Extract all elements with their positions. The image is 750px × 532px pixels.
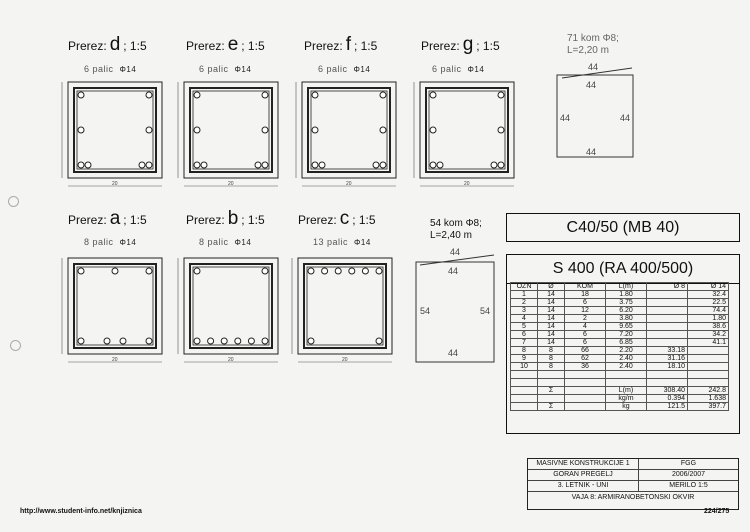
tb-level: 3. LETNIK - UNI (528, 481, 639, 491)
schedule-cell: 6.20 (606, 307, 647, 315)
rebar-bar (139, 162, 145, 168)
rebar-bar (78, 127, 84, 133)
section-title-b: Prerez: b ; 1:5 (186, 208, 265, 229)
schedule-cell: 3.75 (606, 299, 647, 307)
schedule-cell (606, 379, 647, 387)
rebar-bar (221, 338, 227, 344)
schedule-cell: 31.16 (647, 355, 688, 363)
rebar-bar (380, 127, 386, 133)
rebar-bar (430, 162, 436, 168)
schedule-cell (511, 395, 538, 403)
schedule-cell: 1.80 (606, 291, 647, 299)
rebar-bar (312, 127, 318, 133)
schedule-cell (688, 355, 729, 363)
schedule-cell (606, 371, 647, 379)
schedule-cell (647, 371, 688, 379)
schedule-cell (511, 387, 538, 395)
schedule-row (511, 299, 729, 307)
schedule-cell (688, 363, 729, 371)
schedule-cell: OZN (511, 283, 538, 291)
schedule-cell (647, 307, 688, 315)
rebar-bar (120, 338, 126, 344)
schedule-cell: 41.1 (688, 339, 729, 347)
schedule-cell (688, 347, 729, 355)
schedule-cell: 6 (565, 339, 606, 347)
schedule-cell: kg/m (606, 395, 647, 403)
rebar-bar (146, 162, 152, 168)
rebar-bar (491, 162, 497, 168)
rebar-bar (194, 92, 200, 98)
stirrup-line (426, 88, 508, 172)
schedule-cell: 2.40 (606, 355, 647, 363)
schedule-cell: 22.5 (688, 299, 729, 307)
schedule-cell: 1 (511, 291, 538, 299)
schedule-cell: 34.2 (688, 331, 729, 339)
footer-url[interactable]: http://www.student-info.net/knjiznica (20, 508, 142, 515)
tb-course: MASIVNE KONSTRUKCIJE 1 (528, 459, 639, 469)
schedule-cell (647, 331, 688, 339)
schedule-kg-per-m (511, 395, 729, 403)
rebar-bar (262, 162, 268, 168)
schedule-cell: 242.8 (688, 387, 729, 395)
rebar-bar (104, 338, 110, 344)
schedule-cell: 62 (565, 355, 606, 363)
rebar-bar (308, 338, 314, 344)
rebar-bar (208, 338, 214, 344)
rebar-bar (498, 162, 504, 168)
schedule-cell: 14 (538, 339, 565, 347)
section-title-d: Prerez: d ; 1:5 (68, 34, 147, 55)
schedule-cell (565, 379, 606, 387)
rebar-bar (235, 338, 241, 344)
bar-count-f: 6 palic Φ14 (318, 64, 371, 74)
schedule-cell (647, 323, 688, 331)
schedule-cell: 121.5 (647, 403, 688, 411)
schedule-row (511, 371, 729, 379)
schedule-cell: L(m) (606, 387, 647, 395)
rebar-bar (194, 338, 200, 344)
schedule-cell: Ø 8 (647, 283, 688, 291)
rebar-bar (201, 162, 207, 168)
schedule-cell (647, 379, 688, 387)
footer-page: 224/275 (704, 508, 730, 515)
schedule-header (511, 283, 729, 291)
schedule-cell (688, 379, 729, 387)
schedule-cell: Ø 14 (688, 283, 729, 291)
rebar-bar (112, 268, 118, 274)
schedule-cell: Σ (538, 403, 565, 411)
stirrup-line (77, 91, 153, 169)
schedule-cell: 9.65 (606, 323, 647, 331)
schedule-cell: 4 (565, 323, 606, 331)
schedule-cell: 9 (511, 355, 538, 363)
dimension-label: 20 (464, 181, 470, 187)
tb-author: GORAN PREGELJ (528, 470, 639, 480)
schedule-cell: 6 (565, 331, 606, 339)
schedule-cell: 6 (511, 331, 538, 339)
rebar-bar (437, 162, 443, 168)
bar-count-g: 6 palic Φ14 (432, 64, 485, 74)
schedule-cell: kg (606, 403, 647, 411)
rebar-bar (262, 268, 268, 274)
rebar-bar (308, 268, 314, 274)
rebar-bar (349, 268, 355, 274)
schedule-cell: 2 (565, 315, 606, 323)
section-title-f: Prerez: f ; 1:5 (304, 34, 378, 55)
bar-count-c: 13 palic Φ14 (313, 237, 371, 247)
rebar-bar (312, 162, 318, 168)
stirrup-line (308, 88, 390, 172)
rebar-bar (373, 162, 379, 168)
concrete-class: C40/50 (MB 40) (506, 213, 740, 242)
schedule-cell: 7 (511, 339, 538, 347)
schedule-cell (565, 371, 606, 379)
rebar-bar (262, 92, 268, 98)
schedule-cell: 8 (538, 347, 565, 355)
schedule-cell: 7.20 (606, 331, 647, 339)
schedule-cell (538, 371, 565, 379)
schedule-cell: 2.20 (606, 347, 647, 355)
stirrup-line (193, 91, 269, 169)
rebar-bar (262, 127, 268, 133)
rebar-bar (85, 162, 91, 168)
schedule-cell: L(m) (606, 283, 647, 291)
schedule-row (511, 355, 729, 363)
stirrup-line (429, 91, 505, 169)
schedule-sum-kg (511, 403, 729, 411)
schedule-cell (647, 291, 688, 299)
stirrup-bottom-top-dim: 44 (448, 266, 459, 276)
schedule-cell (647, 315, 688, 323)
stirrup-line (190, 88, 272, 172)
rebar-bar (498, 92, 504, 98)
stirrup-line (77, 267, 153, 345)
stirrup-top-hook-dim: 44 (588, 62, 599, 72)
schedule-cell (565, 403, 606, 411)
bar-count-d: 6 palic Φ14 (84, 64, 137, 74)
schedule-cell (511, 379, 538, 387)
rebar-bar (146, 268, 152, 274)
stirrup-bottom-left-dim: 54 (420, 306, 431, 316)
tb-faculty: FGG (680, 460, 697, 467)
schedule-row (511, 339, 729, 347)
tb-exercise: VAJA 8: ARMIRANOBETONSKI OKVIR (571, 494, 695, 501)
stirrup-bottom-right-dim: 54 (480, 306, 491, 316)
rebar-bar (362, 268, 368, 274)
stirrup-line (311, 91, 387, 169)
schedule-cell: 33.18 (647, 347, 688, 355)
schedule-row (511, 291, 729, 299)
section-title-c: Prerez: c ; 1:5 (298, 208, 376, 229)
bar-count-e: 6 palic Φ14 (199, 64, 252, 74)
schedule-cell (688, 371, 729, 379)
dimension-label: 20 (112, 357, 118, 363)
rebar-bar (380, 162, 386, 168)
bar-count-b: 8 palic Φ14 (199, 237, 252, 247)
rebar-bar (322, 268, 328, 274)
schedule-cell: 4 (511, 315, 538, 323)
schedule-cell: 38.6 (688, 323, 729, 331)
rebar-bar (380, 92, 386, 98)
stirrup-line (74, 264, 156, 348)
schedule-cell (565, 395, 606, 403)
schedule-cell: 1.638 (688, 395, 729, 403)
stirrup-top-spec: 71 kom Φ8; L=2,20 m (567, 33, 619, 56)
schedule-cell: 14 (538, 323, 565, 331)
rebar-bar (146, 338, 152, 344)
stirrup-top-left-dim: 44 (560, 113, 571, 123)
schedule-cell: 5 (511, 323, 538, 331)
rebar-bar (194, 162, 200, 168)
stirrup-line (190, 264, 272, 348)
schedule-cell: 8 (538, 363, 565, 371)
rebar-bar (335, 268, 341, 274)
rebar-bar (78, 162, 84, 168)
dimension-label: 20 (228, 357, 234, 363)
rebar-bar (376, 268, 382, 274)
schedule-cell (647, 339, 688, 347)
schedule-row (511, 347, 729, 355)
schedule-cell: 0.394 (647, 395, 688, 403)
schedule-cell: 12 (565, 307, 606, 315)
tb-scale: MERILO 1:5 (669, 482, 708, 489)
bar-count-a: 8 palic Φ14 (84, 237, 137, 247)
section-title-g: Prerez: g ; 1:5 (421, 34, 500, 55)
schedule-cell: 14 (538, 315, 565, 323)
schedule-cell (565, 387, 606, 395)
stirrup-top-right-dim: 44 (620, 113, 631, 123)
rebar-bar (312, 92, 318, 98)
stirrup-line (304, 264, 386, 348)
schedule-row (511, 363, 729, 371)
stirrup-line (193, 267, 269, 345)
schedule-cell: Σ (538, 387, 565, 395)
rebar-bar (430, 92, 436, 98)
schedule-cell (538, 379, 565, 387)
rebar-bar (255, 162, 261, 168)
schedule-row (511, 315, 729, 323)
schedule-cell: 397.7 (688, 403, 729, 411)
stirrup-bottom-bottom-dim: 44 (448, 348, 459, 358)
schedule-sum-length (511, 387, 729, 395)
schedule-row (511, 331, 729, 339)
schedule-cell: 14 (538, 299, 565, 307)
schedule-cell (647, 299, 688, 307)
schedule-cell: 8 (511, 347, 538, 355)
rebar-bar (262, 338, 268, 344)
schedule-cell (538, 395, 565, 403)
schedule-cell: 74.4 (688, 307, 729, 315)
dimension-label: 20 (228, 181, 234, 187)
schedule-row (511, 323, 729, 331)
schedule-cell: 6.85 (606, 339, 647, 347)
schedule-cell: 18 (565, 291, 606, 299)
schedule-cell: 8 (538, 355, 565, 363)
section-title-a: Prerez: a ; 1:5 (68, 208, 147, 229)
steel-class: S 400 (RA 400/500) (507, 255, 739, 284)
schedule-cell: 308.40 (647, 387, 688, 395)
stirrup-top-bottom-dim: 44 (586, 147, 597, 157)
schedule-cell: Ø (538, 283, 565, 291)
schedule-cell: 1.80 (688, 315, 729, 323)
schedule-cell: 10 (511, 363, 538, 371)
rebar-bar (319, 162, 325, 168)
schedule-cell: 32.4 (688, 291, 729, 299)
rebar-bar (146, 127, 152, 133)
schedule-cell: 3 (511, 307, 538, 315)
tb-year: 2006/2007 (671, 471, 706, 478)
section-title-e: Prerez: e ; 1:5 (186, 34, 265, 55)
schedule-cell: 18.10 (647, 363, 688, 371)
schedule-cell (511, 403, 538, 411)
dimension-label: 20 (346, 181, 352, 187)
rebar-bar (146, 92, 152, 98)
stirrup-top-top-dim: 44 (586, 80, 597, 90)
schedule-cell: 14 (538, 331, 565, 339)
title-block (527, 458, 739, 510)
schedule-cell: 3.80 (606, 315, 647, 323)
schedule-cell: 66 (565, 347, 606, 355)
schedule-row (511, 379, 729, 387)
schedule-cell: 6 (565, 299, 606, 307)
stirrup-bottom-spec: 54 kom Φ8; L=2,40 m (430, 218, 482, 241)
dimension-label: 20 (342, 357, 348, 363)
rebar-bar (430, 127, 436, 133)
rebar-bar (78, 268, 84, 274)
rebar-bar (194, 268, 200, 274)
rebar-bar (78, 92, 84, 98)
rebar-bar (248, 338, 254, 344)
dimension-label: 20 (112, 181, 118, 187)
rebar-schedule (510, 282, 729, 411)
schedule-cell: 2 (511, 299, 538, 307)
schedule-cell: 14 (538, 307, 565, 315)
schedule-cell (511, 371, 538, 379)
rebar-bar (376, 338, 382, 344)
schedule-cell: 36 (565, 363, 606, 371)
schedule-cell: 14 (538, 291, 565, 299)
rebar-bar (194, 127, 200, 133)
rebar-bar (78, 338, 84, 344)
stirrup-line (307, 267, 383, 345)
schedule-cell: 2.40 (606, 363, 647, 371)
rebar-bar (498, 127, 504, 133)
stirrup-bottom-hook-dim: 44 (450, 247, 461, 257)
schedule-cell: KOM (565, 283, 606, 291)
stirrup-line (74, 88, 156, 172)
schedule-row (511, 307, 729, 315)
